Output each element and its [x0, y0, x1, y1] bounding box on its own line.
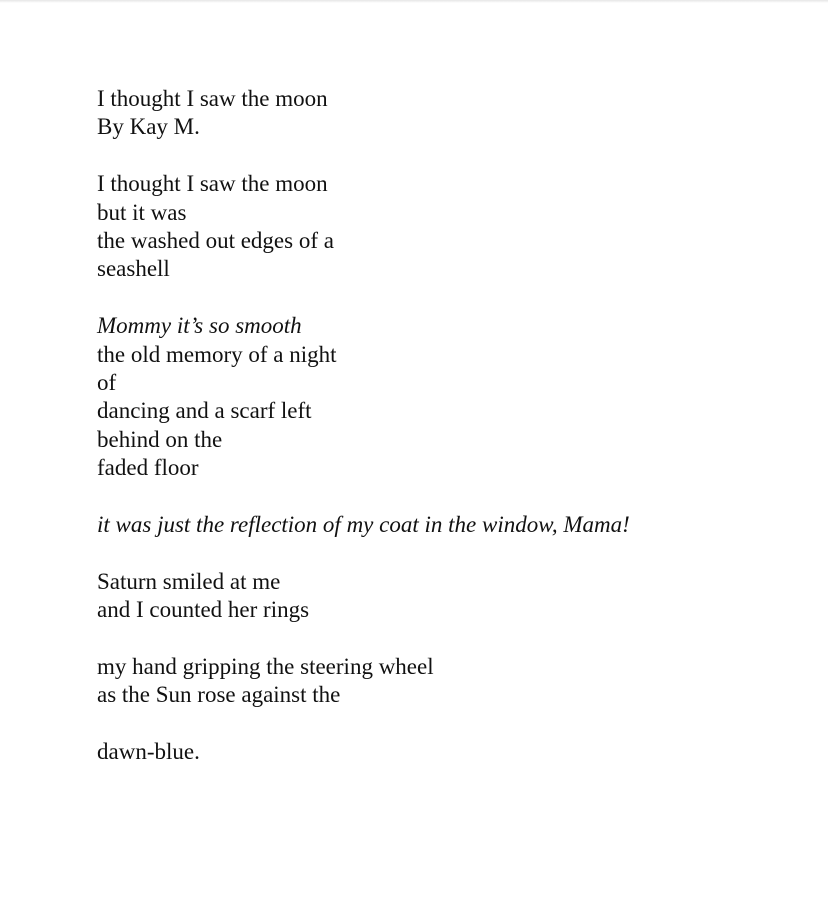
poem-line: the old memory of a night	[97, 341, 337, 367]
stanza-1	[97, 170, 797, 284]
poem-line: but it was	[97, 199, 187, 225]
poem-author: By Kay M.	[97, 114, 200, 140]
stanza-5	[97, 653, 797, 710]
poem-italic-line: Mommy it’s so smooth	[97, 313, 302, 339]
poem-line: of	[97, 369, 117, 395]
stanza-break	[97, 284, 797, 312]
poem-line: I thought I saw the moon	[97, 171, 328, 197]
poem-line: as the Sun rose against the	[97, 682, 341, 708]
stanza-6	[97, 738, 797, 766]
stanza-4	[97, 568, 797, 625]
poem-line: Saturn smiled at me	[97, 568, 281, 594]
stanza-3	[97, 511, 797, 539]
poem-line: seashell	[97, 256, 170, 282]
stanza-break	[97, 482, 797, 510]
stanza-break	[97, 539, 797, 567]
poem-italic-line: it was just the reflection of my coat in the window, Mama!	[97, 511, 630, 537]
stanza-break	[97, 624, 797, 652]
poem-line: my hand gripping the steering wheel	[97, 653, 434, 679]
poem-line: behind on the	[97, 426, 223, 452]
poem-line: and I counted her rings	[97, 597, 310, 623]
poem-line: the washed out edges of a	[97, 227, 334, 253]
poem-document	[97, 85, 797, 766]
stanza-break	[97, 142, 797, 170]
poem-title: I thought I saw the moon	[97, 86, 328, 111]
stanza-2	[97, 312, 797, 482]
poem-line: faded floor	[97, 455, 199, 481]
poem-line: dancing and a scarf left	[97, 398, 312, 424]
poem-line: dawn-blue.	[97, 738, 200, 764]
page-top-edge	[0, 0, 828, 3]
stanza-break	[97, 710, 797, 738]
